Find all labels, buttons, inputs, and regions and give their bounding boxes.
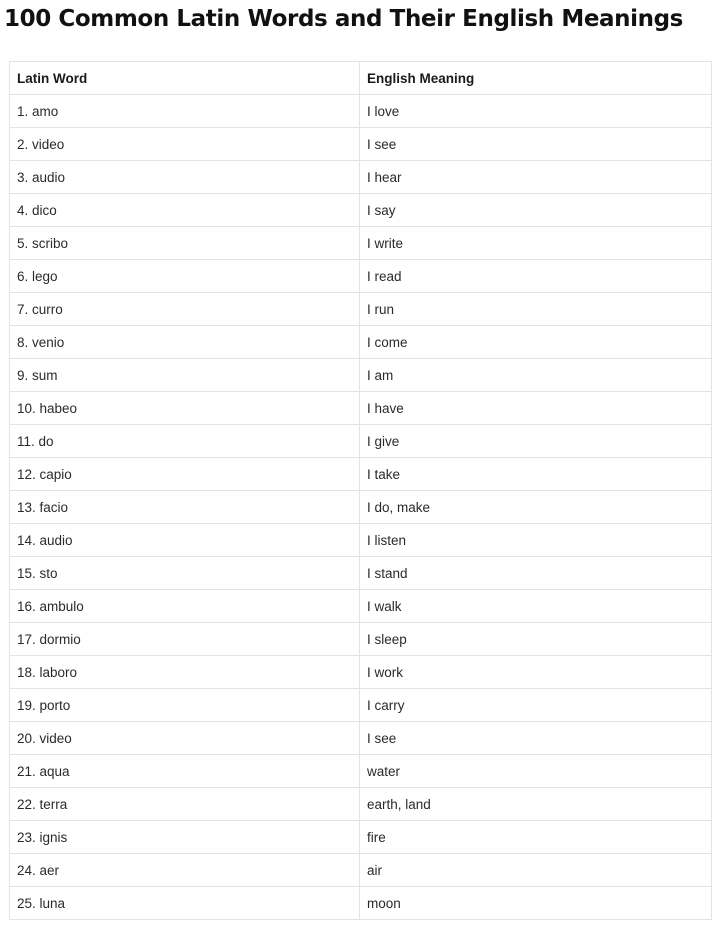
latin-word-cell: 6. lego [10,260,360,293]
vocabulary-table-container [9,61,711,920]
latin-word-cell: 20. video [10,722,360,755]
page-title: 100 Common Latin Words and Their English Meanings [4,6,683,32]
table-row [10,887,712,920]
column-header-english-meaning: English Meaning [360,62,712,95]
english-meaning-cell: air [360,854,712,887]
english-meaning-cell: I see [360,722,712,755]
latin-word-cell: 5. scribo [10,227,360,260]
english-meaning-cell: I see [360,128,712,161]
table-row [10,854,712,887]
table-row [10,524,712,557]
english-meaning-cell: I come [360,326,712,359]
vocabulary-table [9,61,712,920]
table-body [10,95,712,920]
table-row [10,260,712,293]
latin-word-cell: 9. sum [10,359,360,392]
english-meaning-cell: I do, make [360,491,712,524]
latin-word-cell: 24. aer [10,854,360,887]
table-header-row [10,62,712,95]
table-row [10,359,712,392]
english-meaning-cell: I sleep [360,623,712,656]
english-meaning-cell: fire [360,821,712,854]
latin-word-cell: 17. dormio [10,623,360,656]
latin-word-cell: 8. venio [10,326,360,359]
english-meaning-cell: I say [360,194,712,227]
table-row [10,392,712,425]
latin-word-cell: 25. luna [10,887,360,920]
english-meaning-cell: water [360,755,712,788]
english-meaning-cell: I run [360,293,712,326]
english-meaning-cell: I write [360,227,712,260]
english-meaning-cell: I take [360,458,712,491]
table-row [10,755,712,788]
latin-word-cell: 11. do [10,425,360,458]
latin-word-cell: 10. habeo [10,392,360,425]
latin-word-cell: 16. ambulo [10,590,360,623]
latin-word-cell: 19. porto [10,689,360,722]
latin-word-cell: 12. capio [10,458,360,491]
table-row [10,458,712,491]
table-row [10,590,712,623]
latin-word-cell: 15. sto [10,557,360,590]
table-row [10,95,712,128]
english-meaning-cell: I stand [360,557,712,590]
latin-word-cell: 3. audio [10,161,360,194]
english-meaning-cell: I walk [360,590,712,623]
latin-word-cell: 13. facio [10,491,360,524]
english-meaning-cell: I love [360,95,712,128]
table-header [10,62,712,95]
english-meaning-cell: I am [360,359,712,392]
column-header-latin-word: Latin Word [10,62,360,95]
english-meaning-cell: I carry [360,689,712,722]
english-meaning-cell: I listen [360,524,712,557]
latin-word-cell: 4. dico [10,194,360,227]
latin-word-cell: 1. amo [10,95,360,128]
english-meaning-cell: earth, land [360,788,712,821]
latin-word-cell: 7. curro [10,293,360,326]
table-row [10,689,712,722]
latin-word-cell: 21. aqua [10,755,360,788]
table-row [10,821,712,854]
english-meaning-cell: I have [360,392,712,425]
table-row [10,491,712,524]
english-meaning-cell: I work [360,656,712,689]
table-row [10,293,712,326]
table-row [10,326,712,359]
table-row [10,656,712,689]
latin-word-cell: 18. laboro [10,656,360,689]
table-row [10,425,712,458]
table-row [10,161,712,194]
table-row [10,128,712,161]
table-row [10,623,712,656]
latin-word-cell: 23. ignis [10,821,360,854]
english-meaning-cell: I hear [360,161,712,194]
latin-word-cell: 14. audio [10,524,360,557]
english-meaning-cell: I give [360,425,712,458]
table-row [10,194,712,227]
english-meaning-cell: I read [360,260,712,293]
english-meaning-cell: moon [360,887,712,920]
table-row [10,788,712,821]
latin-word-cell: 2. video [10,128,360,161]
table-row [10,557,712,590]
table-row [10,722,712,755]
table-row [10,227,712,260]
latin-word-cell: 22. terra [10,788,360,821]
